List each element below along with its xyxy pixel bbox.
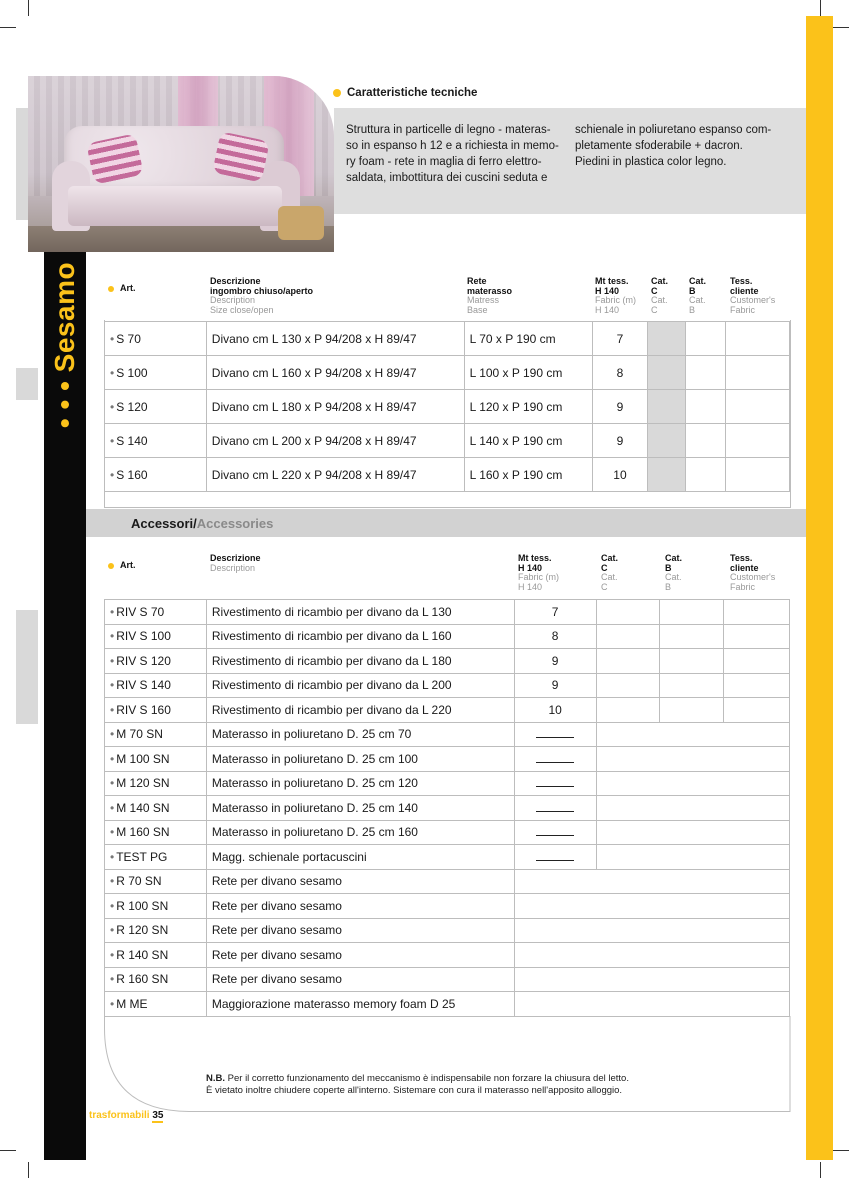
- description-cell: Rivestimento di ricambio per divano da L 130: [206, 600, 514, 625]
- main-header-rete: Rete materasso Matress Base: [467, 276, 513, 315]
- description-cell: Divano cm L 130 x P 94/208 x H 89/47: [206, 322, 464, 356]
- table-row: [105, 943, 790, 968]
- cat-b-cell: [686, 322, 726, 356]
- crop-mark: [28, 0, 29, 16]
- accessories-table: [104, 599, 790, 1017]
- description-cell: Rete per divano sesamo: [206, 967, 514, 992]
- crop-mark: [0, 1150, 16, 1151]
- art-cell: • R 140 SN: [105, 943, 207, 968]
- description-cell: Materasso in poliuretano D. 25 cm 160: [206, 820, 514, 845]
- empty-cell: [596, 722, 789, 747]
- empty-cell: [514, 894, 789, 919]
- tess-cell: [726, 390, 790, 424]
- mt-cell: 9: [592, 424, 648, 458]
- features-text-col2: schienale in poliuretano espanso com- pletamente sfoderabile + dacron. Piedini in plastica color legno.: [575, 124, 772, 168]
- art-cell: • S 140: [105, 424, 207, 458]
- blank-line: [536, 850, 574, 861]
- description-cell: Rete per divano sesamo: [206, 943, 514, 968]
- rete-cell: L 140 x P 190 cm: [464, 424, 592, 458]
- art-cell: • RIV S 120: [105, 649, 207, 674]
- tess-cell: [726, 322, 790, 356]
- empty-cell: [514, 869, 789, 894]
- mt-cell: 9: [592, 390, 648, 424]
- features-title: Caratteristiche tecniche: [333, 87, 477, 99]
- decor-gray-bar: [16, 368, 38, 400]
- description-cell: Rete per divano sesamo: [206, 894, 514, 919]
- acc-header-tess: Tess. cliente Customer's Fabric: [730, 553, 776, 592]
- table-row: [105, 918, 790, 943]
- description-cell: Materasso in poliuretano D. 25 cm 140: [206, 796, 514, 821]
- art-cell: • M 70 SN: [105, 722, 207, 747]
- art-cell: • M 120 SN: [105, 771, 207, 796]
- cat-c-cell: [596, 698, 660, 723]
- tess-cell: [724, 624, 790, 649]
- acc-header-description: Descrizione Description: [210, 553, 261, 573]
- table-row: [105, 845, 790, 870]
- table-row: [105, 624, 790, 649]
- acc-header-mt: Mt tess. H 140 Fabric (m) H 140: [518, 553, 559, 592]
- cat-b-cell: [660, 698, 724, 723]
- table-row: [105, 869, 790, 894]
- table-row: [105, 771, 790, 796]
- description-cell: Rivestimento di ricambio per divano da L 200: [206, 673, 514, 698]
- description-cell: Divano cm L 200 x P 94/208 x H 89/47: [206, 424, 464, 458]
- description-cell: Divano cm L 160 x P 94/208 x H 89/47: [206, 356, 464, 390]
- mt-cell: 8: [514, 624, 596, 649]
- page-footer: [89, 1110, 163, 1121]
- table-row: [105, 698, 790, 723]
- table-row: [105, 673, 790, 698]
- cat-c-cell: [596, 624, 660, 649]
- table-row: [105, 424, 790, 458]
- crop-mark: [833, 1150, 849, 1151]
- art-cell: • RIV S 100: [105, 624, 207, 649]
- page-number: 35: [152, 1110, 164, 1121]
- tess-cell: [726, 424, 790, 458]
- blank-line: [536, 752, 574, 763]
- art-cell: • RIV S 140: [105, 673, 207, 698]
- description-cell: Materasso in poliuretano D. 25 cm 120: [206, 771, 514, 796]
- description-cell: Rete per divano sesamo: [206, 918, 514, 943]
- main-header-art: Art.: [108, 284, 136, 294]
- cat-c-cell: [596, 673, 660, 698]
- main-header-tess: Tess. cliente Customer's Fabric: [730, 276, 776, 315]
- art-cell: • S 120: [105, 390, 207, 424]
- tess-cell: [726, 356, 790, 390]
- blank-line: [536, 825, 574, 836]
- cat-c-cell: [596, 600, 660, 625]
- table-row: [105, 390, 790, 424]
- table-row: [105, 747, 790, 772]
- art-cell: • R 160 SN: [105, 967, 207, 992]
- description-cell: Rivestimento di ricambio per divano da L 160: [206, 624, 514, 649]
- empty-cell: [514, 918, 789, 943]
- art-cell: • R 70 SN: [105, 869, 207, 894]
- art-cell: • RIV S 70: [105, 600, 207, 625]
- mt-cell: 9: [514, 649, 596, 674]
- empty-cell: [596, 747, 789, 772]
- rete-cell: L 120 x P 190 cm: [464, 390, 592, 424]
- art-cell: • M 140 SN: [105, 796, 207, 821]
- features-text-col1: Struttura in particelle di legno - materas- so in espanso h 12 e a richiesta in memo- ry foam - rete in maglia di ferro elettro- saldata, imbottitura dei cuscini seduta e: [346, 124, 559, 184]
- yellow-stripe: [806, 16, 833, 1160]
- rete-cell: L 160 x P 190 cm: [464, 458, 592, 492]
- rete-cell: L 100 x P 190 cm: [464, 356, 592, 390]
- description-cell: Materasso in poliuretano D. 25 cm 70: [206, 722, 514, 747]
- cat-b-cell: [660, 600, 724, 625]
- main-header-cat-b: Cat. B Cat. B: [689, 276, 707, 315]
- section-title: [44, 250, 86, 440]
- crop-mark: [0, 27, 16, 28]
- tess-cell: [724, 673, 790, 698]
- table-row: [105, 649, 790, 674]
- table-row: [105, 992, 790, 1017]
- art-cell: • R 100 SN: [105, 894, 207, 919]
- tess-cell: [726, 458, 790, 492]
- mt-cell: [514, 722, 596, 747]
- accessories-title: Accessori/Accessories: [131, 516, 274, 531]
- tess-cell: [724, 600, 790, 625]
- art-cell: • S 70: [105, 322, 207, 356]
- art-cell: • RIV S 160: [105, 698, 207, 723]
- rete-cell: L 70 x P 190 cm: [464, 322, 592, 356]
- art-cell: • M 100 SN: [105, 747, 207, 772]
- acc-header-art: Art.: [108, 561, 136, 571]
- mt-cell: [514, 747, 596, 772]
- blank-line: [536, 727, 574, 738]
- cat-c-cell: [596, 649, 660, 674]
- cat-c-cell: [648, 322, 686, 356]
- art-cell: • TEST PG: [105, 845, 207, 870]
- main-header-mt: Mt tess. H 140 Fabric (m) H 140: [595, 276, 636, 315]
- empty-cell: [596, 820, 789, 845]
- decor-gray-bar: [16, 610, 38, 724]
- bullet-icon: [333, 89, 341, 97]
- description-cell: Rivestimento di ricambio per divano da L 220: [206, 698, 514, 723]
- main-table: [104, 321, 790, 492]
- table-row: [105, 356, 790, 390]
- table-row: [105, 322, 790, 356]
- crop-mark: [833, 27, 849, 28]
- empty-cell: [514, 992, 789, 1017]
- acc-header-cat-b: Cat. B Cat. B: [665, 553, 683, 592]
- description-cell: Materasso in poliuretano D. 25 cm 100: [206, 747, 514, 772]
- cat-b-cell: [660, 649, 724, 674]
- cat-b-cell: [660, 624, 724, 649]
- mt-cell: 9: [514, 673, 596, 698]
- art-cell: • S 160: [105, 458, 207, 492]
- mt-cell: 8: [592, 356, 648, 390]
- cat-b-cell: [686, 424, 726, 458]
- tess-cell: [724, 698, 790, 723]
- mt-cell: 10: [514, 698, 596, 723]
- art-cell: • S 100: [105, 356, 207, 390]
- tess-cell: [724, 649, 790, 674]
- acc-header-cat-c: Cat. C Cat. C: [601, 553, 619, 592]
- cat-b-cell: [686, 458, 726, 492]
- empty-cell: [596, 796, 789, 821]
- art-cell: • M ME: [105, 992, 207, 1017]
- table-row: [105, 820, 790, 845]
- description-cell: Magg. schienale portacuscini: [206, 845, 514, 870]
- art-cell: • R 120 SN: [105, 918, 207, 943]
- description-cell: Rivestimento di ricambio per divano da L 180: [206, 649, 514, 674]
- cat-c-cell: [648, 390, 686, 424]
- bottom-frame: [104, 1016, 791, 1116]
- empty-cell: [514, 967, 789, 992]
- empty-cell: [596, 771, 789, 796]
- table-row: [105, 458, 790, 492]
- mt-cell: 10: [592, 458, 648, 492]
- mt-cell: 7: [514, 600, 596, 625]
- mt-cell: 7: [592, 322, 648, 356]
- cat-b-cell: [686, 390, 726, 424]
- description-cell: Divano cm L 180 x P 94/208 x H 89/47: [206, 390, 464, 424]
- description-cell: Rete per divano sesamo: [206, 869, 514, 894]
- note-text: N.B. Per il corretto funzionamento del meccanismo è indispensabile non forzare la chiusura del letto. È vietato inoltre chiudere coperte all'interno. Sistemare con cura il materasso nell'apposito alloggio.: [206, 1073, 629, 1096]
- section-title-text: • • • Sesamo: [49, 261, 80, 429]
- mt-cell: [514, 820, 596, 845]
- footer-label: trasformabili: [89, 1110, 150, 1121]
- description-cell: Divano cm L 220 x P 94/208 x H 89/47: [206, 458, 464, 492]
- cat-c-cell: [648, 424, 686, 458]
- mt-cell: [514, 796, 596, 821]
- mt-cell: [514, 771, 596, 796]
- main-header-description: Descrizione ingombro chiuso/aperto Description Size close/open: [210, 276, 314, 315]
- decor-gray-bar: [16, 108, 28, 220]
- mt-cell: [514, 845, 596, 870]
- product-photo: [28, 76, 334, 252]
- cat-b-cell: [686, 356, 726, 390]
- table-row: [105, 600, 790, 625]
- crop-mark: [28, 1162, 29, 1178]
- blank-line: [536, 801, 574, 812]
- table-row: [105, 967, 790, 992]
- cat-c-cell: [648, 458, 686, 492]
- art-cell: • M 160 SN: [105, 820, 207, 845]
- main-header-cat-c: Cat. C Cat. C: [651, 276, 669, 315]
- crop-mark: [820, 0, 821, 16]
- cat-c-cell: [648, 356, 686, 390]
- crop-mark: [820, 1162, 821, 1178]
- table-row: [105, 722, 790, 747]
- empty-cell: [596, 845, 789, 870]
- empty-cell: [514, 943, 789, 968]
- description-cell: Maggiorazione materasso memory foam D 25: [206, 992, 514, 1017]
- table-row: [105, 894, 790, 919]
- blank-line: [536, 776, 574, 787]
- table-row: [105, 796, 790, 821]
- cat-b-cell: [660, 673, 724, 698]
